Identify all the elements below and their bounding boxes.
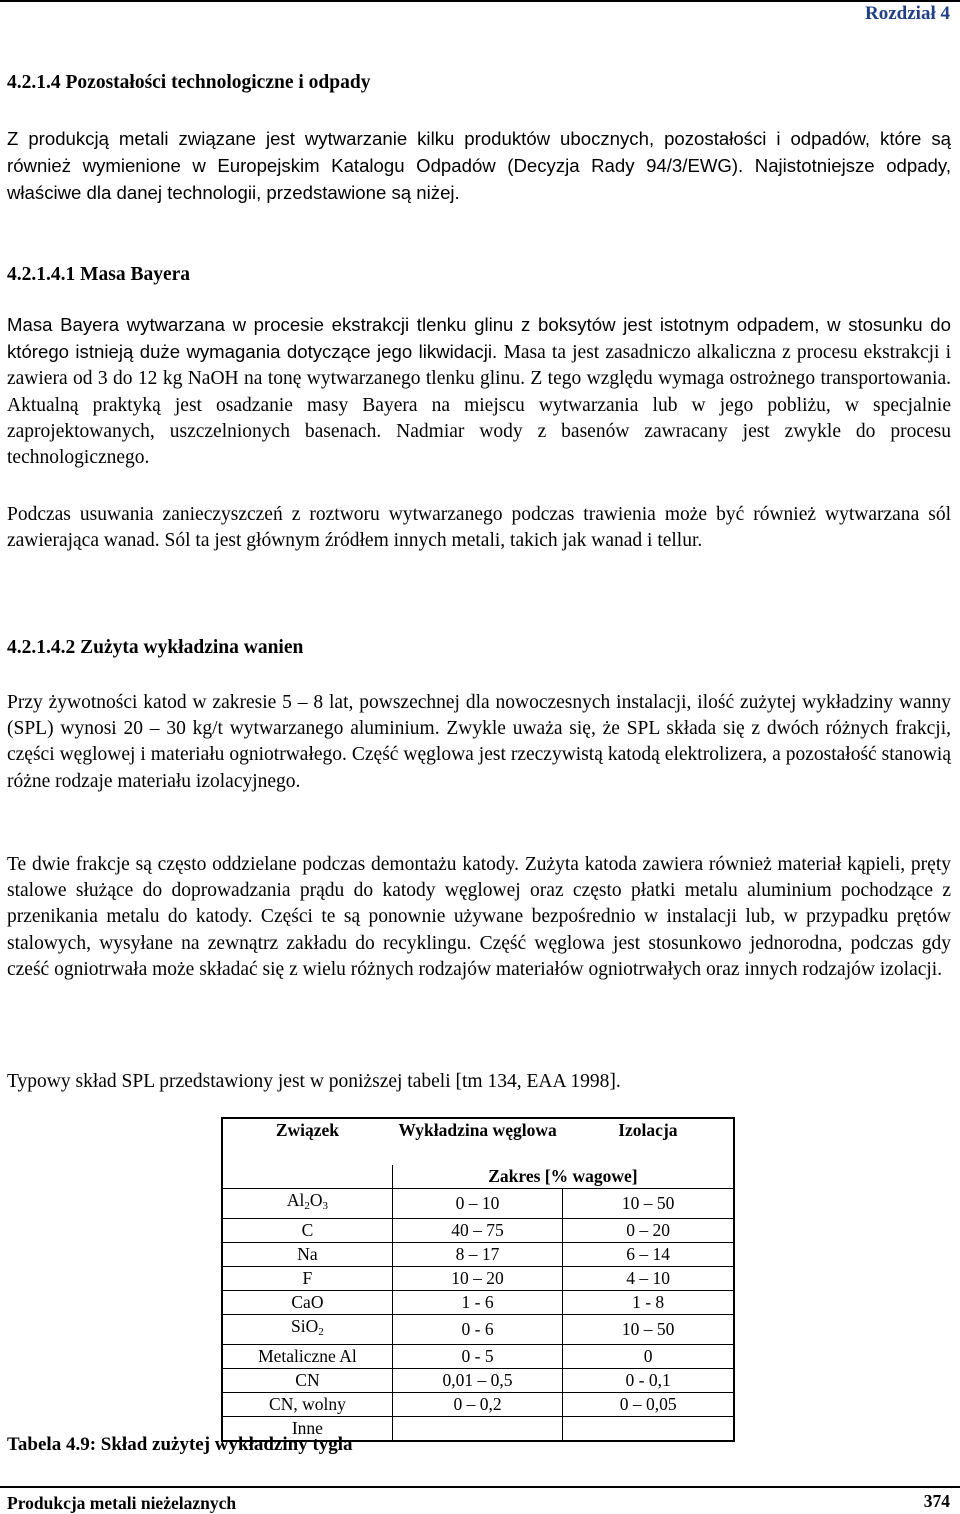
subsection-heading-bayer: 4.2.1.4.1 Masa Bayera bbox=[7, 264, 191, 285]
carbon-cell: 40 – 75 bbox=[392, 1219, 562, 1243]
insulation-cell: 4 – 10 bbox=[563, 1267, 734, 1291]
bayer-paragraph-2: Podczas usuwania zanieczyszczeń z roztworu wytwarzanego podczas trawienia może być również wytwarzana sól zawierająca wanad. Sól ta jest głównym źródłem innych metali, takich jak wanad i tellur. bbox=[7, 504, 951, 552]
header-compound: Związek bbox=[222, 1118, 392, 1189]
insulation-cell: 1 - 8 bbox=[563, 1291, 734, 1315]
insulation-cell: 0 bbox=[563, 1345, 734, 1369]
footer-title: Produkcja metali nieżelaznych bbox=[7, 1493, 237, 1513]
table-row bbox=[222, 1345, 734, 1369]
table-caption: Tabela 4.9: Skład zużytej wykładziny tygla bbox=[7, 1434, 353, 1455]
insulation-cell bbox=[563, 1417, 734, 1442]
spl-paragraph-2: Te dwie frakcje są często oddzielane podczas demontażu katody. Zużyta katoda zawiera również materiał kąpieli, pręty stalowe służące do doprowadzania prądu do katody węglowej oraz często płatki metalu aluminium pochodzące z przenikania metalu do katody. Części te są ponownie używane bezpośrednio w instalacji lub, w przypadku prętów stalowych, wysyłane na zewnątrz zakładu do recyklingu. Część węglowa jest stosunkowo jednorodna, podczas gdy cześć ogniotrwała może składać się z wielu różnych rodzajów materiałów ogniotrwałych oraz innych rodzajów izolacji. bbox=[7, 854, 951, 980]
carbon-cell: 0 – 0,2 bbox=[392, 1393, 562, 1417]
compound-cell: $Al_2O_3$ bbox=[222, 1189, 392, 1219]
table-row bbox=[222, 1267, 734, 1291]
insulation-cell: 0 – 0,05 bbox=[563, 1393, 734, 1417]
bayer-paragraph-1 bbox=[7, 312, 951, 471]
carbon-cell: 0,01 – 0,5 bbox=[392, 1369, 562, 1393]
subsection-heading-spl: 4.2.1.4.2 Zużyta wykładzina wanien bbox=[7, 637, 304, 658]
insulation-cell: 6 – 14 bbox=[563, 1243, 734, 1267]
table-row bbox=[222, 1393, 734, 1417]
insulation-cell: 10 – 50 bbox=[563, 1189, 734, 1219]
chapter-label: Rozdział 4 bbox=[865, 3, 950, 24]
compound-cell: CN bbox=[222, 1369, 392, 1393]
compound-cell: C bbox=[222, 1219, 392, 1243]
bayer-text-1a: Masa Bayera wytwarzana w procesie ekstrakcji tlenku glinu z boksytów jest istotnym odpadem, w stosunku do którego istnieją duże wymagania dotyczące jego likwidacji. bbox=[7, 314, 951, 363]
table-row bbox=[222, 1291, 734, 1315]
section-heading: 4.2.1.4 Pozostałości technologiczne i odpady bbox=[7, 72, 371, 93]
compound-cell: Na bbox=[222, 1243, 392, 1267]
insulation-cell: 0 - 0,1 bbox=[563, 1369, 734, 1393]
intro-text-1: Z produkcją metali związane jest wytwarzanie kilku produktów ubocznych, pozostałości i odpadów, które są również wymienione w Europejskim Katalogu Odpadów (Decyzja Rady 94/3/EWG). bbox=[7, 128, 951, 177]
carbon-cell bbox=[392, 1417, 562, 1442]
carbon-cell: 0 - 5 bbox=[392, 1345, 562, 1369]
spl-paragraph-1: Przy żywotności katod w zakresie 5 – 8 lat, powszechnej dla nowoczesnych instalacji, ilość zużytej wykładziny wanny (SPL) wynosi 20 – 30 kg/t wytwarzanego aluminium. Zwykle uważa się, że SPL składa się z dwóch różnych frakcji, części węglowej i materiału ogniotrwałego. Część węglowa jest rzeczywistą katodą elektrolizera, a pozostałość stanowią różne rodzaje materiału izolacyjnego. bbox=[7, 692, 951, 792]
table-row bbox=[222, 1369, 734, 1393]
header-insulation: Izolacja bbox=[563, 1118, 734, 1165]
header-rule bbox=[0, 0, 960, 2]
compound-cell: CaO bbox=[222, 1291, 392, 1315]
carbon-cell: 1 - 6 bbox=[392, 1291, 562, 1315]
spl-composition-table bbox=[221, 1117, 735, 1442]
compound-cell: SiO$_2$ bbox=[222, 1315, 392, 1345]
table-row bbox=[222, 1315, 734, 1345]
compound-cell: Metaliczne Al bbox=[222, 1345, 392, 1369]
intro-paragraph bbox=[7, 126, 951, 208]
page-number: 374 bbox=[923, 1491, 950, 1511]
header-carbon-lining: Wykładzina węglowa bbox=[398, 1120, 557, 1140]
intro-text-2: Najistotniejsze odpady, właściwe dla danej technologii, przedstawione są niżej. bbox=[7, 155, 951, 204]
table-row bbox=[222, 1189, 734, 1219]
carbon-cell: 8 – 17 bbox=[392, 1243, 562, 1267]
footer-rule bbox=[0, 1486, 960, 1488]
carbon-cell: 0 - 6 bbox=[392, 1315, 562, 1345]
bayer-text-1b: Masa ta jest zasadniczo alkaliczna z procesu ekstrakcji i zawiera od 3 do 12 kg NaOH na tonę wytwarzanego tlenku glinu. Z tego względu wymaga ostrożnego transportowania. Aktualną praktyką jest osadzanie masy Bayera na miejscu wytwarzania lub w jego pobliżu, w specjalnie zaprojektowanych, uszczelnionych basenach. Nadmiar wody z basenów zawracany jest zwykle do procesu technologicznego. bbox=[7, 342, 952, 469]
table-row bbox=[222, 1219, 734, 1243]
table-header-row bbox=[222, 1118, 734, 1165]
compound-cell: CN, wolny bbox=[222, 1393, 392, 1417]
compound-cell: Inne bbox=[222, 1417, 392, 1442]
table-row bbox=[222, 1243, 734, 1267]
insulation-cell: 0 – 20 bbox=[563, 1219, 734, 1243]
header-range: Zakres [% wagowe] bbox=[392, 1165, 734, 1189]
carbon-cell: 10 – 20 bbox=[392, 1267, 562, 1291]
spl-paragraph-3: Typowy skład SPL przedstawiony jest w poniższej tabeli [tm 134, EAA 1998]. bbox=[7, 1071, 621, 1092]
compound-cell: F bbox=[222, 1267, 392, 1291]
insulation-cell: 10 – 50 bbox=[563, 1315, 734, 1345]
carbon-cell: 0 – 10 bbox=[392, 1189, 562, 1219]
